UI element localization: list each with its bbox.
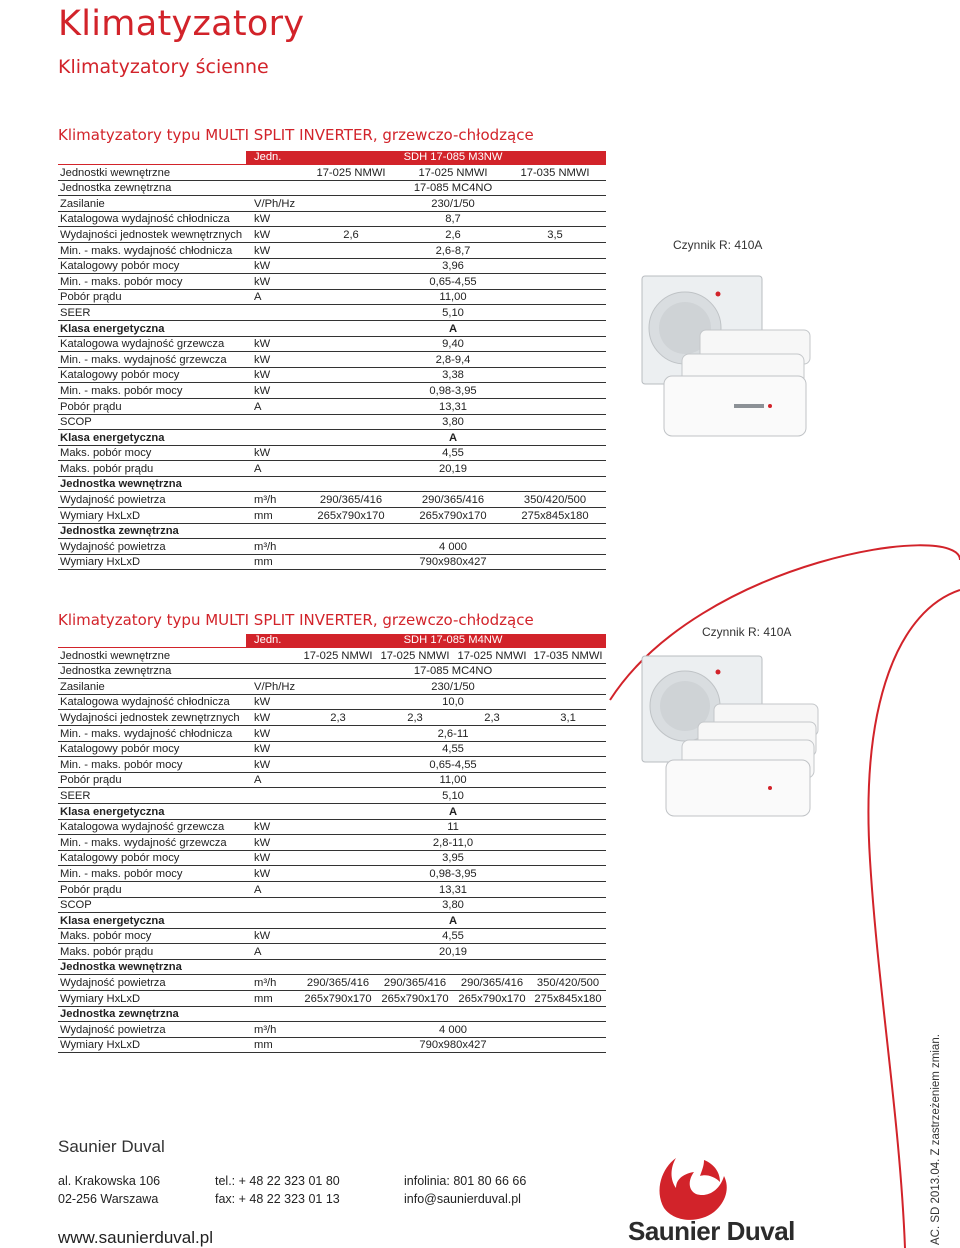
- row-value: 4,55: [300, 445, 606, 461]
- table-row: [58, 850, 606, 866]
- table-row: [58, 227, 606, 243]
- row-value: 350/420/500: [530, 975, 606, 991]
- row-label: Katalogowy pobór mocy: [58, 741, 246, 757]
- row-label: Pobór prądu: [58, 772, 246, 788]
- row-label: SEER: [58, 305, 246, 321]
- row-value: [300, 476, 606, 492]
- row-value: 17-025 NMWI: [454, 648, 530, 664]
- table-row: [58, 196, 606, 212]
- row-value: 0,65-4,55: [300, 274, 606, 290]
- table-row: [58, 788, 606, 804]
- row-value: 4 000: [300, 539, 606, 555]
- row-value: 3,1: [530, 710, 606, 726]
- row-unit: kW: [246, 866, 300, 882]
- row-value: 350/420/500: [504, 492, 606, 508]
- table-row: [58, 710, 606, 726]
- row-unit: A: [246, 944, 300, 960]
- row-value: 11: [300, 819, 606, 835]
- row-label: Maks. pobór mocy: [58, 928, 246, 944]
- row-unit: m³/h: [246, 1022, 300, 1038]
- row-label: Wydajność powietrza: [58, 1022, 246, 1038]
- row-label: Jednostka zewnętrzna: [58, 663, 246, 679]
- row-value: 17-035 NMWI: [504, 165, 606, 181]
- row-value: 0,98-3,95: [300, 866, 606, 882]
- row-value: 17-085 MC4NO: [300, 180, 606, 196]
- row-label: SEER: [58, 788, 246, 804]
- table-row: [58, 165, 606, 181]
- table-row: [58, 991, 606, 1007]
- row-unit: kW: [246, 274, 300, 290]
- row-label: Min. - maks. wydajność grzewcza: [58, 835, 246, 851]
- table-row: [58, 211, 606, 227]
- row-label: Min. - maks. pobór mocy: [58, 274, 246, 290]
- row-label: Klasa energetyczna: [58, 803, 246, 819]
- row-value: 2,8-11,0: [300, 835, 606, 851]
- row-label: SCOP: [58, 897, 246, 913]
- row-unit: kW: [246, 227, 300, 243]
- spec-table-m3nw: [58, 151, 606, 570]
- row-value: 3,38: [300, 367, 606, 383]
- row-value: 265x790x170: [300, 508, 402, 524]
- row-unit: mm: [246, 1037, 300, 1053]
- section-2-title: Klimatyzatory typu MULTI SPLIT INVERTER, grzewczo-chłodzące: [58, 611, 534, 629]
- row-unit: [246, 305, 300, 321]
- fax: fax: + 48 22 323 01 13: [215, 1192, 340, 1206]
- row-value: [300, 1006, 606, 1022]
- table-row: [58, 648, 606, 664]
- row-label: Wydajność powietrza: [58, 975, 246, 991]
- row-value: 3,95: [300, 850, 606, 866]
- row-value: 20,19: [300, 461, 606, 477]
- row-value: 2,3: [454, 710, 530, 726]
- table-row: [58, 554, 606, 570]
- row-unit: kW: [246, 741, 300, 757]
- row-label: Wydajności jednostek wewnętrznych: [58, 227, 246, 243]
- row-value: 265x790x170: [402, 508, 504, 524]
- table-row: [58, 274, 606, 290]
- row-value: 2,6-11: [300, 725, 606, 741]
- table-row: [58, 352, 606, 368]
- row-value: 230/1/50: [300, 196, 606, 212]
- row-value: 790x980x427: [300, 554, 606, 570]
- row-label: Klasa energetyczna: [58, 320, 246, 336]
- air-conditioner-units-icon: [630, 648, 840, 830]
- row-label: Maks. pobór mocy: [58, 445, 246, 461]
- table-row: [58, 694, 606, 710]
- row-value: 265x790x170: [300, 991, 376, 1007]
- row-unit: [246, 320, 300, 336]
- row-value: 0,65-4,55: [300, 757, 606, 773]
- row-unit: [246, 803, 300, 819]
- row-value: 10,0: [300, 694, 606, 710]
- row-unit: [246, 430, 300, 446]
- row-unit: [246, 663, 300, 679]
- header-blank: [58, 634, 246, 648]
- row-value: 290/365/416: [300, 492, 402, 508]
- row-value: 290/365/416: [376, 975, 454, 991]
- row-unit: [246, 476, 300, 492]
- row-value: 275x845x180: [504, 508, 606, 524]
- row-unit: [246, 165, 300, 181]
- row-value: 13,31: [300, 398, 606, 414]
- table-row: [58, 663, 606, 679]
- row-unit: kW: [246, 710, 300, 726]
- row-label: Jednostka zewnętrzna: [58, 180, 246, 196]
- row-label: Wydajność powietrza: [58, 539, 246, 555]
- row-unit: kW: [246, 258, 300, 274]
- row-value: A: [300, 320, 606, 336]
- table-row: [58, 445, 606, 461]
- row-unit: [246, 180, 300, 196]
- row-label: Wymiary HxLxD: [58, 991, 246, 1007]
- row-value: 4 000: [300, 1022, 606, 1038]
- row-value: 2,8-9,4: [300, 352, 606, 368]
- vertical-note-text: AC. SD 2013.04. Z zastrzeżeniem zmian.: [930, 1034, 942, 1245]
- table-row: [58, 336, 606, 352]
- row-unit: kW: [246, 835, 300, 851]
- table-row: [58, 523, 606, 539]
- row-unit: mm: [246, 554, 300, 570]
- address-line-2: 02-256 Warszawa: [58, 1192, 159, 1206]
- row-label: Klasa energetyczna: [58, 430, 246, 446]
- row-unit: kW: [246, 850, 300, 866]
- row-label: Jednostka zewnętrzna: [58, 1006, 246, 1022]
- saunier-duval-flame-icon: [648, 1150, 738, 1225]
- row-label: Katalogowy pobór mocy: [58, 850, 246, 866]
- website-link[interactable]: www.saunierduval.pl: [58, 1228, 213, 1247]
- row-label: Katalogowa wydajność grzewcza: [58, 819, 246, 835]
- unit-header: Jedn.: [246, 151, 300, 165]
- row-label: Klasa energetyczna: [58, 913, 246, 929]
- row-label: Wydajność powietrza: [58, 492, 246, 508]
- row-unit: A: [246, 289, 300, 305]
- row-value: 11,00: [300, 772, 606, 788]
- row-label: Jednostka wewnętrzna: [58, 959, 246, 975]
- row-label: Wydajności jednostek zewnętrznych: [58, 710, 246, 726]
- row-value: 17-085 MC4NO: [300, 663, 606, 679]
- refrigerant-label: Czynnik R: 410A: [673, 238, 763, 252]
- row-label: Jednostki wewnętrzne: [58, 648, 246, 664]
- row-label: Jednostki wewnętrzne: [58, 165, 246, 181]
- table-row: [58, 819, 606, 835]
- row-unit: [246, 959, 300, 975]
- table-row: [58, 913, 606, 929]
- table-row: [58, 881, 606, 897]
- table-row: [58, 383, 606, 399]
- row-value: 17-025 NMWI: [300, 165, 402, 181]
- row-label: Wymiary HxLxD: [58, 554, 246, 570]
- row-unit: kW: [246, 445, 300, 461]
- row-value: A: [300, 803, 606, 819]
- header-blank: [58, 151, 246, 165]
- table-row: [58, 398, 606, 414]
- row-label: Jednostka zewnętrzna: [58, 523, 246, 539]
- row-unit: kW: [246, 694, 300, 710]
- table-row: [58, 430, 606, 446]
- table-row: [58, 476, 606, 492]
- row-value: 290/365/416: [300, 975, 376, 991]
- row-unit: A: [246, 398, 300, 414]
- brand-logo-text: Saunier Duval: [628, 1216, 795, 1246]
- table-row: [58, 492, 606, 508]
- page-title: Klimatyzatory: [58, 4, 305, 44]
- row-value: 3,5: [504, 227, 606, 243]
- row-unit: [246, 913, 300, 929]
- row-value: [300, 959, 606, 975]
- row-label: Pobór prądu: [58, 398, 246, 414]
- row-unit: [246, 1006, 300, 1022]
- row-label: Jednostka wewnętrzna: [58, 476, 246, 492]
- row-unit: m³/h: [246, 492, 300, 508]
- unit-header: Jedn.: [246, 634, 300, 648]
- table-row: [58, 180, 606, 196]
- row-value: A: [300, 430, 606, 446]
- section-1-title: Klimatyzatory typu MULTI SPLIT INVERTER, grzewczo-chłodzące: [58, 126, 534, 144]
- row-label: Min. - maks. pobór mocy: [58, 383, 246, 399]
- phone: tel.: + 48 22 323 01 80: [215, 1174, 340, 1188]
- row-unit: [246, 523, 300, 539]
- row-unit: kW: [246, 383, 300, 399]
- table-row: [58, 242, 606, 258]
- row-value: 20,19: [300, 944, 606, 960]
- row-value: 2,6: [300, 227, 402, 243]
- model-header: SDH 17-085 M3NW: [300, 151, 606, 165]
- row-value: 290/365/416: [454, 975, 530, 991]
- row-value: 2,6: [402, 227, 504, 243]
- row-label: Maks. pobór prądu: [58, 944, 246, 960]
- row-unit: mm: [246, 991, 300, 1007]
- table-row: [58, 414, 606, 430]
- row-unit: A: [246, 881, 300, 897]
- table-row: [58, 320, 606, 336]
- table-row: [58, 928, 606, 944]
- row-unit: m³/h: [246, 975, 300, 991]
- row-label: Katalogowy pobór mocy: [58, 258, 246, 274]
- row-label: Min. - maks. wydajność chłodnicza: [58, 725, 246, 741]
- row-label: Wymiary HxLxD: [58, 508, 246, 524]
- row-value: 17-025 NMWI: [376, 648, 454, 664]
- refrigerant-label: Czynnik R: 410A: [702, 625, 792, 639]
- row-value: 17-025 NMWI: [300, 648, 376, 664]
- row-value: 3,80: [300, 414, 606, 430]
- table-row: [58, 757, 606, 773]
- row-unit: [246, 897, 300, 913]
- row-unit: A: [246, 772, 300, 788]
- row-label: Katalogowy pobór mocy: [58, 367, 246, 383]
- row-unit: kW: [246, 757, 300, 773]
- table-row: [58, 741, 606, 757]
- row-unit: mm: [246, 508, 300, 524]
- row-value: 17-035 NMWI: [530, 648, 606, 664]
- table-row: [58, 1006, 606, 1022]
- table-row: [58, 258, 606, 274]
- row-label: Min. - maks. pobór mocy: [58, 757, 246, 773]
- email-link[interactable]: info@saunierduval.pl: [404, 1192, 521, 1206]
- row-label: Katalogowa wydajność grzewcza: [58, 336, 246, 352]
- row-unit: kW: [246, 725, 300, 741]
- row-label: Katalogowa wydajność chłodnicza: [58, 211, 246, 227]
- row-value: 2,6-8,7: [300, 242, 606, 258]
- row-value: 4,55: [300, 928, 606, 944]
- row-unit: V/Ph/Hz: [246, 196, 300, 212]
- row-label: Pobór prądu: [58, 881, 246, 897]
- row-value: 5,10: [300, 788, 606, 804]
- row-label: Pobór prądu: [58, 289, 246, 305]
- row-value: 290/365/416: [402, 492, 504, 508]
- table-row: [58, 289, 606, 305]
- table-row: [58, 975, 606, 991]
- row-value: 4,55: [300, 741, 606, 757]
- row-value: 11,00: [300, 289, 606, 305]
- row-unit: m³/h: [246, 539, 300, 555]
- row-unit: [246, 414, 300, 430]
- row-unit: kW: [246, 928, 300, 944]
- row-value: 265x790x170: [376, 991, 454, 1007]
- table-row: [58, 539, 606, 555]
- address-line-1: al. Krakowska 106: [58, 1174, 161, 1188]
- row-value: 275x845x180: [530, 991, 606, 1007]
- row-value: 230/1/50: [300, 679, 606, 695]
- row-value: 3,80: [300, 897, 606, 913]
- row-unit: kW: [246, 352, 300, 368]
- row-label: Katalogowa wydajność chłodnicza: [58, 694, 246, 710]
- row-value: 5,10: [300, 305, 606, 321]
- table-row: [58, 367, 606, 383]
- table-row: [58, 866, 606, 882]
- company-name: Saunier Duval: [58, 1137, 165, 1156]
- table-row: [58, 508, 606, 524]
- row-label: Zasilanie: [58, 196, 246, 212]
- table-header-row: [58, 151, 606, 165]
- row-value: 17-025 NMWI: [402, 165, 504, 181]
- row-unit: A: [246, 461, 300, 477]
- row-label: Zasilanie: [58, 679, 246, 695]
- table-row: [58, 803, 606, 819]
- table-row: [58, 944, 606, 960]
- row-value: 13,31: [300, 881, 606, 897]
- row-unit: kW: [246, 336, 300, 352]
- row-value: [300, 523, 606, 539]
- table-row: [58, 1022, 606, 1038]
- row-value: 8,7: [300, 211, 606, 227]
- row-unit: kW: [246, 211, 300, 227]
- air-conditioner-units-icon: [630, 268, 830, 450]
- row-value: 2,3: [300, 710, 376, 726]
- row-unit: kW: [246, 242, 300, 258]
- row-value: A: [300, 913, 606, 929]
- row-label: Wymiary HxLxD: [58, 1037, 246, 1053]
- table-row: [58, 1037, 606, 1053]
- row-label: SCOP: [58, 414, 246, 430]
- table-row: [58, 305, 606, 321]
- row-label: Maks. pobór prądu: [58, 461, 246, 477]
- table-row: [58, 772, 606, 788]
- row-unit: [246, 788, 300, 804]
- row-unit: V/Ph/Hz: [246, 679, 300, 695]
- table-row: [58, 461, 606, 477]
- model-header: SDH 17-085 M4NW: [300, 634, 606, 648]
- row-label: Min. - maks. wydajność grzewcza: [58, 352, 246, 368]
- table-row: [58, 897, 606, 913]
- row-unit: [246, 648, 300, 664]
- vertical-note: [930, 1034, 950, 1245]
- table-header-row: [58, 634, 606, 648]
- page-subtitle: Klimatyzatory ścienne: [58, 56, 269, 78]
- row-label: Min. - maks. pobór mocy: [58, 866, 246, 882]
- table-row: [58, 835, 606, 851]
- infoline: infolinia: 801 80 66 66: [404, 1174, 527, 1188]
- row-value: 0,98-3,95: [300, 383, 606, 399]
- row-value: 265x790x170: [454, 991, 530, 1007]
- row-label: Min. - maks. wydajność chłodnicza: [58, 242, 246, 258]
- spec-table-m4nw: [58, 634, 606, 1053]
- row-value: 3,96: [300, 258, 606, 274]
- row-unit: kW: [246, 367, 300, 383]
- row-value: 790x980x427: [300, 1037, 606, 1053]
- table-row: [58, 725, 606, 741]
- row-unit: kW: [246, 819, 300, 835]
- row-value: 2,3: [376, 710, 454, 726]
- row-value: 9,40: [300, 336, 606, 352]
- table-row: [58, 679, 606, 695]
- table-row: [58, 959, 606, 975]
